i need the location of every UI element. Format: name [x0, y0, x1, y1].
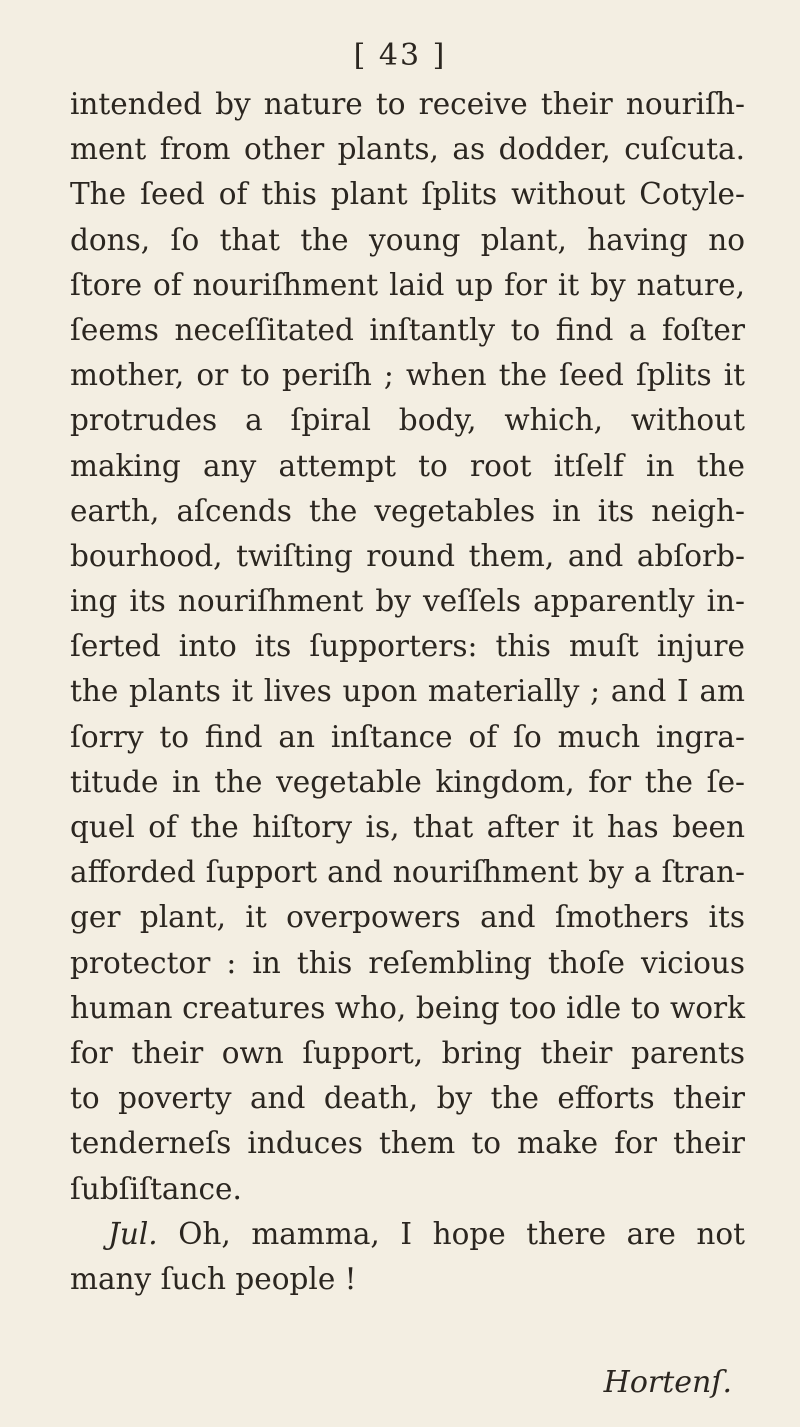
dialogue-line: many ſuch people !: [70, 1261, 357, 1296]
text-line: protrudes a ſpiral body, which, without: [70, 403, 745, 438]
text-line: dons, ſo that the young plant, having no: [70, 222, 745, 257]
text-line: ſerted into its ſupporters: this muſt injure: [70, 629, 745, 664]
text-line: tenderneſs induces them to make for their: [70, 1126, 745, 1161]
text-line: afforded ſupport and nouriſhment by a ſtran-: [70, 855, 745, 890]
catchword: Hortenſ.: [603, 1365, 732, 1400]
text-line: titude in the vegetable kingdom, for the ſe-: [70, 764, 745, 799]
text-line: ſorry to find an inſtance of ſo much ingra-: [70, 719, 745, 754]
text-line: ſubſiſtance.: [70, 1171, 242, 1206]
text-line: ment from other plants, as dodder, cuſcuta.: [70, 132, 745, 167]
dialogue-text: Oh, mamma, I hope there are not: [178, 1216, 745, 1251]
text-line: ing its nouriſhment by veſſels apparently in-: [70, 584, 745, 619]
text-line: protector : in this reſembling thoſe vicious: [70, 945, 745, 980]
text-line: bourhood, twiſting round them, and abſorb-: [70, 538, 745, 573]
text-line: making any attempt to root itſelf in the: [70, 448, 745, 483]
text-line: The ſeed of this plant ſplits without Cotyle-: [70, 177, 745, 212]
text-line: ger plant, it overpowers and ſmothers its: [70, 900, 745, 935]
page-number: [ 43 ]: [353, 38, 447, 73]
text-line: human creatures who, being too idle to work: [70, 990, 745, 1025]
speaker-name: Jul.: [108, 1216, 158, 1251]
text-line: mother, or to periſh ; when the ſeed ſplits it: [70, 358, 745, 393]
text-line: for their own ſupport, bring their parents: [70, 1035, 745, 1070]
text-line: intended by nature to receive their nouriſh-: [70, 87, 745, 121]
dialogue-line: [70, 1212, 745, 1257]
text-line: the plants it lives upon materially ; and I am: [70, 674, 745, 709]
text-line: ſtore of nouriſhment laid up for it by nature,: [70, 267, 745, 302]
text-line: ſeems neceſſitated inſtantly to find a foſter: [70, 312, 745, 347]
text-line: to poverty and death, by the efforts their: [70, 1081, 745, 1116]
text-line: quel of the hiſtory is, that after it has been: [70, 810, 745, 844]
text-line: earth, aſcends the vegetables in its neigh-: [70, 493, 745, 528]
body-text: [70, 82, 745, 1302]
